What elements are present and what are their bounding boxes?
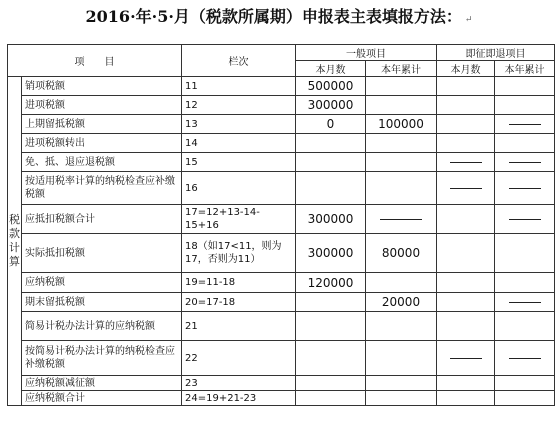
imm-month-cell (437, 376, 495, 391)
row-col: 18（如17<11，则为17，否则为11） (182, 234, 296, 273)
row-label: 应纳税额合计 (22, 391, 182, 406)
table-row (8, 172, 555, 205)
dash-mark (450, 162, 482, 163)
gen-ytd-cell (366, 273, 437, 293)
row-label: 简易计税办法计算的应纳税额 (22, 312, 182, 341)
declaration-table (7, 44, 555, 406)
dash-mark (509, 302, 541, 303)
imm-month-cell (437, 273, 495, 293)
table-row (8, 391, 555, 406)
table-row (8, 341, 555, 376)
row-col: 20=17-18 (182, 293, 296, 312)
table-row (8, 312, 555, 341)
gen-ytd-cell (366, 391, 437, 406)
imm-ytd-cell (495, 234, 555, 273)
table-row (8, 293, 555, 312)
dash-mark (450, 358, 482, 359)
dash-mark (380, 219, 422, 220)
dash-mark (509, 358, 541, 359)
gen-month-cell (296, 341, 366, 376)
row-col: 21 (182, 312, 296, 341)
gen-ytd-cell: 20000 (366, 293, 437, 312)
table-row (8, 96, 555, 115)
header-immediate: 即征即退项目 (437, 45, 555, 61)
row-col: 16 (182, 172, 296, 205)
header-gen-ytd: 本年累计 (366, 61, 437, 77)
header-item: 项 目 (8, 45, 182, 77)
header-general: 一般项目 (296, 45, 437, 61)
header-gen-month: 本月数 (296, 61, 366, 77)
side-label: 税 款 计 算 (8, 77, 22, 406)
page-title: 2016·年·5·月（税款所属期）申报表主表填报方法： ↵ (85, 7, 473, 26)
imm-ytd-cell (495, 172, 555, 205)
table-row (8, 115, 555, 134)
gen-ytd-cell (366, 134, 437, 153)
row-col: 14 (182, 134, 296, 153)
imm-month-cell (437, 153, 495, 172)
header-row-1 (8, 45, 555, 61)
row-col: 24=19+21-23 (182, 391, 296, 406)
gen-ytd-cell (366, 172, 437, 205)
imm-ytd-cell (495, 205, 555, 234)
imm-month-cell (437, 341, 495, 376)
gen-month-cell: 120000 (296, 273, 366, 293)
imm-ytd-cell (495, 391, 555, 406)
row-label: 应纳税额减征额 (22, 376, 182, 391)
imm-month-cell (437, 312, 495, 341)
imm-ytd-cell (495, 134, 555, 153)
header-imm-ytd: 本年累计 (495, 61, 555, 77)
imm-month-cell (437, 205, 495, 234)
row-label: 应抵扣税额合计 (22, 205, 182, 234)
gen-ytd-cell (366, 312, 437, 341)
imm-month-cell (437, 96, 495, 115)
table-row (8, 134, 555, 153)
imm-ytd-cell (495, 96, 555, 115)
gen-ytd-cell (366, 96, 437, 115)
gen-month-cell (296, 376, 366, 391)
imm-month-cell (437, 134, 495, 153)
header-imm-month: 本月数 (437, 61, 495, 77)
imm-month-cell (437, 293, 495, 312)
row-col: 17=12+13-14-15+16 (182, 205, 296, 234)
return-mark-icon: ↵ (464, 15, 473, 25)
gen-month-cell (296, 134, 366, 153)
row-col: 23 (182, 376, 296, 391)
gen-month-cell: 300000 (296, 234, 366, 273)
gen-ytd-cell (366, 153, 437, 172)
gen-month-cell: 500000 (296, 77, 366, 96)
row-col: 12 (182, 96, 296, 115)
imm-ytd-cell (495, 376, 555, 391)
gen-ytd-cell (366, 341, 437, 376)
dash-mark (509, 124, 541, 125)
dash-mark (509, 219, 541, 220)
row-label: 免、抵、退应退税额 (22, 153, 182, 172)
imm-ytd-cell (495, 115, 555, 134)
table-row (8, 205, 555, 234)
gen-month-cell (296, 153, 366, 172)
row-label: 上期留抵税额 (22, 115, 182, 134)
dash-mark (509, 188, 541, 189)
gen-month-cell: 0 (296, 115, 366, 134)
imm-ytd-cell (495, 312, 555, 341)
imm-month-cell (437, 77, 495, 96)
table-row (8, 273, 555, 293)
row-label: 进项税额转出 (22, 134, 182, 153)
imm-month-cell (437, 115, 495, 134)
imm-month-cell (437, 391, 495, 406)
imm-month-cell (437, 234, 495, 273)
row-label: 应纳税额 (22, 273, 182, 293)
row-label: 实际抵扣税额 (22, 234, 182, 273)
table-body (8, 77, 555, 406)
row-label: 期末留抵税额 (22, 293, 182, 312)
imm-ytd-cell (495, 293, 555, 312)
gen-ytd-cell: 100000 (366, 115, 437, 134)
gen-ytd-cell (366, 205, 437, 234)
imm-ytd-cell (495, 341, 555, 376)
row-col: 19=11-18 (182, 273, 296, 293)
table-row (8, 376, 555, 391)
gen-ytd-cell (366, 77, 437, 96)
row-label: 销项税额 (22, 77, 182, 96)
row-label: 按简易计税办法计算的纳税检查应补缴税额 (22, 341, 182, 376)
gen-month-cell (296, 172, 366, 205)
gen-month-cell (296, 391, 366, 406)
row-col: 13 (182, 115, 296, 134)
gen-ytd-cell: 80000 (366, 234, 437, 273)
header-col: 栏次 (182, 45, 296, 77)
imm-ytd-cell (495, 153, 555, 172)
row-col: 15 (182, 153, 296, 172)
gen-month-cell (296, 312, 366, 341)
imm-ytd-cell (495, 273, 555, 293)
row-col: 22 (182, 341, 296, 376)
gen-month-cell: 300000 (296, 205, 366, 234)
gen-month-cell: 300000 (296, 96, 366, 115)
table-row (8, 234, 555, 273)
dash-mark (509, 162, 541, 163)
row-label: 按适用税率计算的纳税检查应补缴税额 (22, 172, 182, 205)
dash-mark (450, 188, 482, 189)
table-row (8, 153, 555, 172)
gen-month-cell (296, 293, 366, 312)
row-col: 11 (182, 77, 296, 96)
gen-ytd-cell (366, 376, 437, 391)
imm-month-cell (437, 172, 495, 205)
table-row (8, 77, 555, 96)
imm-ytd-cell (495, 77, 555, 96)
row-label: 进项税额 (22, 96, 182, 115)
